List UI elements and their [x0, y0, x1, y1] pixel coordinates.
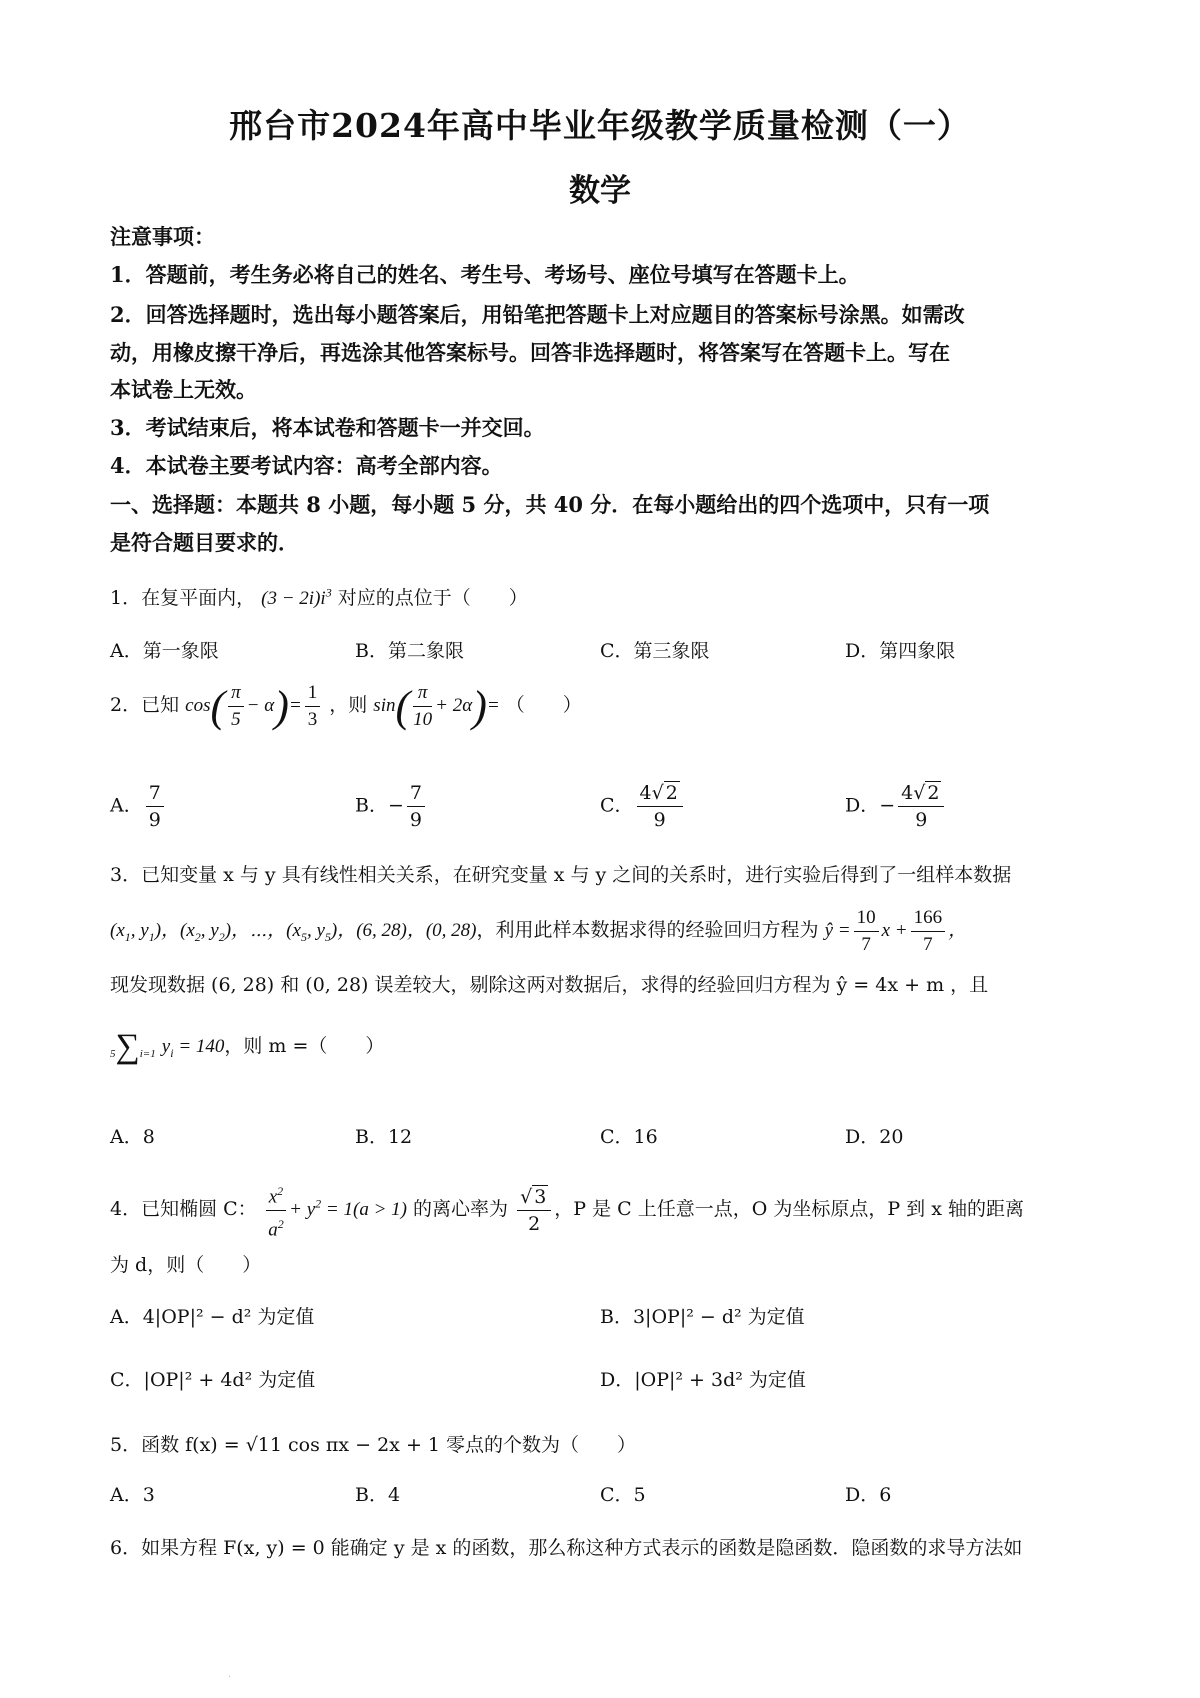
- section-heading-line-1: 一、选择题：本题共 8 小题，每小题 5 分，共 40 分．在每小题给出的四个选项中，只有一项: [110, 492, 990, 517]
- question-5-option-b: B．4: [355, 1484, 401, 1506]
- question-2-option-d: D．− $\frac{4√ 2}{9}$: [845, 780, 947, 833]
- question-3-regression-equation: ŷ = $\frac{10}{7}$ x + $\frac{166}{7}$ ，: [824, 907, 968, 955]
- question-4-line-2: 为 d，则（ ）: [110, 1254, 262, 1276]
- question-5: 5．函数 f(x) = √11 cos πx − 2x + 1 零点的个数为（ ）: [110, 1434, 637, 1456]
- question-2-option-c: C． $\frac{4√ 2}{9}$: [600, 780, 686, 833]
- question-3-line-2: [110, 905, 967, 958]
- question-1-formula: $(3 - 2i)i^3$: [261, 585, 332, 609]
- question-4-ellipse-equation: $\frac{x^2}{a^2}$ + $y^2 = 1(a > 1)$: [263, 1199, 407, 1220]
- question-2-stem-b: ，则: [329, 693, 368, 716]
- question-4-stem-b: 的离心率为: [413, 1198, 509, 1221]
- question-2-condition: cos( $\frac{\pi}{5}$ − α)= $\frac{1}{3}$: [185, 695, 323, 716]
- question-4-stem-c: ，P 是 C 上任意一点，O 为坐标原点，P 到 x 轴的距离: [554, 1198, 1024, 1221]
- notice-item-4: 4．本试卷主要考试内容：高考全部内容。: [110, 453, 503, 478]
- question-2-option-c-label: C．: [600, 794, 634, 817]
- question-1-option-d: D．第四象限: [845, 640, 956, 662]
- question-4-option-c: C．|OP|² + 4d² 为定值: [110, 1369, 316, 1391]
- question-2-option-b: B．− $\frac{7}{9}$: [355, 780, 428, 833]
- question-3-line-4: [110, 1030, 384, 1064]
- question-4-stem-a: 4．已知椭圆 C：: [110, 1198, 257, 1221]
- question-2-option-b-label: B．: [355, 794, 388, 817]
- question-1-stem-b: 对应的点位于（ ）: [337, 587, 528, 609]
- question-6: 6．如果方程 F(x, y) = 0 能确定 y 是 x 的函数，那么称这种方式表示的函数是隐函数．隐函数的求导方法如: [110, 1537, 1023, 1559]
- question-2-option-d-label: D．: [845, 794, 880, 817]
- question-5-option-a: A．3: [110, 1484, 155, 1506]
- question-2: [110, 680, 582, 733]
- section-heading-line-2: 是符合题目要求的．: [110, 530, 299, 555]
- question-3-line-2-text: ，利用此样本数据求得的经验回归方程为: [476, 918, 819, 941]
- question-3-option-a: A．8: [110, 1126, 155, 1148]
- question-4-line-1: [110, 1178, 1024, 1244]
- question-3-line-4-text: ，则 m =（ ）: [224, 1035, 385, 1057]
- question-3-sum-symbol: 5∑i=1: [110, 1028, 156, 1065]
- notice-item-2-line-2: 动，用橡皮擦干净后，再选涂其他答案标号。回答非选择题时，将答案写在答题卡上。写在: [110, 340, 950, 365]
- question-3-option-c: C．16: [600, 1126, 658, 1148]
- question-3-sample-points: ($x_1$, $y_1$)，($x_2$, $y_2$)，⋯，($x_5$, $y_5$)，(6, 28)，(0, 28): [110, 919, 477, 944]
- question-4-option-b: B．3|OP|² − d² 为定值: [600, 1306, 805, 1328]
- question-3-option-b: B．12: [355, 1126, 413, 1148]
- question-1: [110, 583, 528, 610]
- question-3-option-d: D．20: [845, 1126, 904, 1148]
- notice-item-3: 3．考试结束后，将本试卷和答题卡一并交回。: [110, 415, 545, 440]
- question-5-option-c: C．5: [600, 1484, 646, 1506]
- question-1-option-a: A．第一象限: [110, 640, 219, 662]
- question-1-option-b: B．第二象限: [355, 640, 464, 662]
- notice-item-2-line-3: 本试卷上无效。: [110, 377, 257, 402]
- question-3-line-3: 现发现数据 (6, 28) 和 (0, 28) 误差较大，剔除这两对数据后，求得的经验回归方程为 ŷ = 4x + m ，且: [110, 974, 989, 996]
- question-2-option-a: A． $\frac{7}{9}$: [110, 780, 167, 833]
- question-5-option-d: D．6: [845, 1484, 892, 1506]
- notice-heading: 注意事项：: [110, 224, 215, 249]
- question-4-option-a: A．4|OP|² − d² 为定值: [110, 1306, 315, 1328]
- subject-title: 数学: [569, 173, 631, 209]
- footer-mark: ·: [228, 1672, 232, 1683]
- notice-item-1: 1．答题前，考生务必将自己的姓名、考生号、考场号、座位号填写在答题卡上。: [110, 262, 860, 287]
- question-2-option-a-label: A．: [110, 794, 143, 817]
- question-1-stem-a: 1．在复平面内，: [110, 587, 256, 609]
- question-1-option-c: C．第三象限: [600, 640, 710, 662]
- question-3-line-1: 3．已知变量 x 与 y 具有线性相关关系，在研究变量 x 与 y 之间的关系时，进行实验后得到了一组样本数据: [110, 864, 1012, 886]
- question-4-option-d: D．|OP|² + 3d² 为定值: [600, 1369, 806, 1391]
- question-4-eccentricity: $\frac{√ 3}{2}$: [517, 1184, 551, 1237]
- question-2-stem-a: 2．已知: [110, 693, 180, 716]
- question-2-target: sin( $\frac{\pi}{10}$ + 2α)=: [373, 682, 500, 731]
- notice-item-2-line-1: 2．回答选择题时，选出每小题答案后，用铅笔把答题卡上对应题目的答案标号涂黑。如需改: [110, 302, 965, 327]
- question-3-sum-formula: $y_i = 140$: [161, 1036, 225, 1060]
- question-2-stem-c: （ ）: [505, 693, 582, 716]
- exam-title: 邢台市2024年高中毕业年级教学质量检测（一）: [229, 106, 971, 145]
